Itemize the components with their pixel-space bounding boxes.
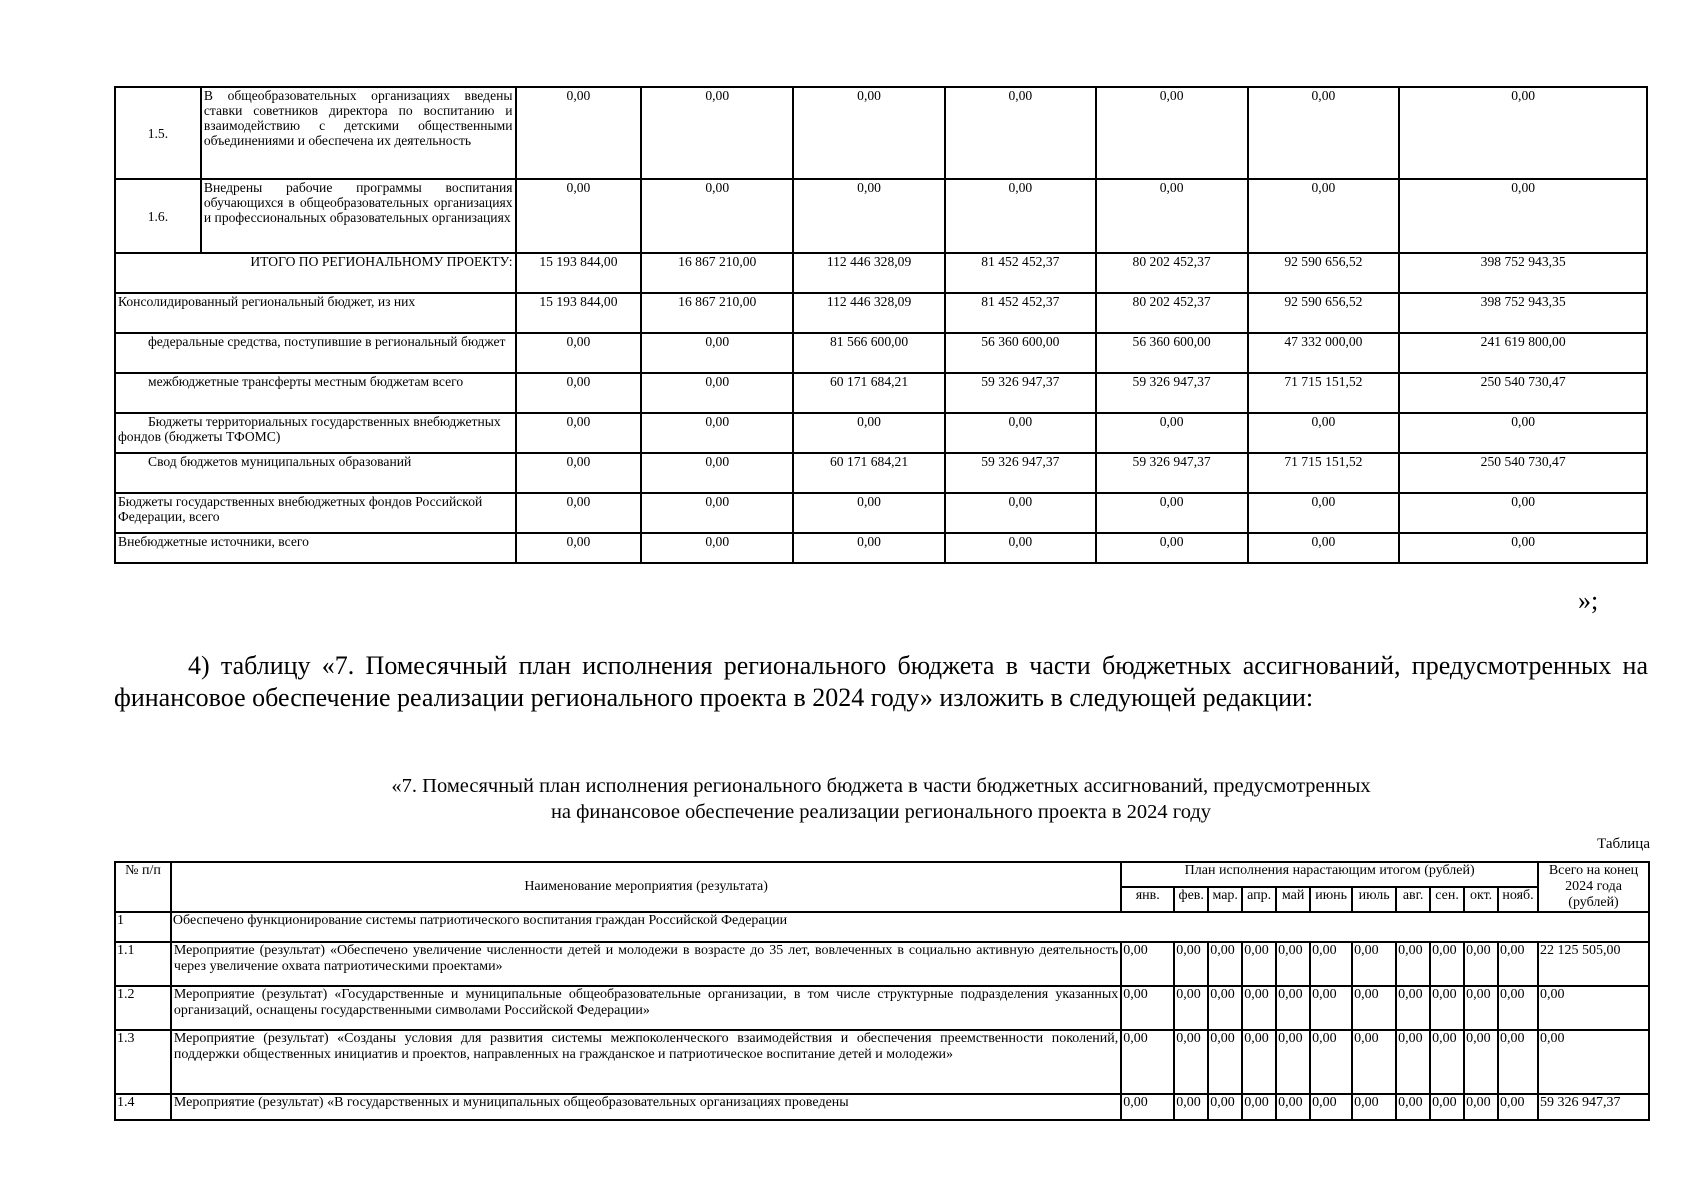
month-value: 0,00 — [1310, 942, 1352, 986]
month-value: 0,00 — [1310, 986, 1352, 1030]
month-header: нояб. — [1498, 887, 1538, 912]
value-cell: 250 540 730,47 — [1399, 453, 1647, 493]
month-value: 0,00 — [1208, 986, 1242, 1030]
value-cell: 0,00 — [945, 179, 1096, 253]
month-value: 0,00 — [1464, 986, 1498, 1030]
header-total: Всего на конец 2024 года (рублей) — [1538, 862, 1649, 912]
month-value: 0,00 — [1242, 986, 1276, 1030]
row-num: 1.1 — [115, 942, 171, 986]
month-header: сен. — [1430, 887, 1464, 912]
header-name: Наименование мероприятия (результата) — [171, 862, 1121, 912]
row-label: Бюджеты государственных внебюджетных фондов Российской Федерации, всего — [115, 493, 516, 533]
row-num: 1.4 — [115, 1094, 171, 1120]
row-num: 1.3 — [115, 1030, 171, 1094]
month-header: авг. — [1396, 887, 1430, 912]
header-num: № п/п — [115, 862, 171, 912]
month-value: 0,00 — [1464, 1094, 1498, 1120]
value-cell: 0,00 — [945, 533, 1096, 563]
value-cell: 0,00 — [793, 179, 945, 253]
month-header: май — [1276, 887, 1310, 912]
table-row — [115, 942, 1649, 986]
value-cell: 92 590 656,52 — [1248, 293, 1400, 333]
value-cell: 80 202 452,37 — [1096, 253, 1248, 293]
table-row — [115, 912, 1649, 942]
value-cell: 0,00 — [641, 453, 793, 493]
amendment-paragraph — [114, 650, 1648, 714]
monthly-plan-table — [114, 861, 1650, 1121]
row-index: 1.6. — [115, 179, 201, 253]
month-value: 0,00 — [1121, 942, 1174, 986]
table-row — [115, 1030, 1649, 1094]
table-row — [115, 986, 1649, 1030]
value-cell: 81 452 452,37 — [945, 293, 1096, 333]
month-value: 0,00 — [1498, 986, 1538, 1030]
value-cell: 0,00 — [1248, 413, 1400, 453]
month-value: 0,00 — [1464, 1030, 1498, 1094]
value-cell: 0,00 — [1096, 493, 1248, 533]
total-value: 0,00 — [1538, 986, 1649, 1030]
row-name: Внедрены рабочие программы воспитания обучающихся в общеобразовательных организациях и профессиональных образовательных организациях — [201, 179, 516, 253]
section-title-line-2: на финансовое обеспечение реализации регионального проекта в 2024 году — [550, 801, 1212, 823]
month-value: 0,00 — [1242, 1094, 1276, 1120]
value-cell: 59 326 947,37 — [1096, 453, 1248, 493]
month-value: 0,00 — [1430, 986, 1464, 1030]
value-cell: 56 360 600,00 — [1096, 333, 1248, 373]
table-row — [115, 373, 1647, 413]
value-cell: 92 590 656,52 — [1248, 253, 1400, 293]
month-value: 0,00 — [1242, 1030, 1276, 1094]
value-cell: 0,00 — [1096, 533, 1248, 563]
month-value: 0,00 — [1498, 1094, 1538, 1120]
header-plan: План исполнения нарастающим итогом (рублей) — [1121, 862, 1538, 887]
value-cell: 0,00 — [793, 413, 945, 453]
month-value: 0,00 — [1430, 942, 1464, 986]
row-name: Мероприятие (результат) «Государственные и муниципальные общеобразовательные организации, в том числе структурные подразделения указанных организаций, оснащены государственными символами Российской Федерации» — [171, 986, 1121, 1030]
value-cell: 0,00 — [516, 179, 642, 253]
section-title-line-1: «7. Помесячный план исполнения регионального бюджета в части бюджетных ассигнований, предусмотренных — [391, 775, 1371, 797]
month-header: янв. — [1121, 887, 1174, 912]
value-cell: 71 715 151,52 — [1248, 373, 1400, 413]
value-cell: 0,00 — [1399, 413, 1647, 453]
table-row — [115, 87, 1647, 179]
value-cell: 0,00 — [1248, 533, 1400, 563]
month-value: 0,00 — [1396, 942, 1430, 986]
month-header: окт. — [1464, 887, 1498, 912]
value-cell: 0,00 — [641, 413, 793, 453]
value-cell: 47 332 000,00 — [1248, 333, 1400, 373]
value-cell: 0,00 — [516, 87, 642, 179]
table-label: Таблица — [1597, 836, 1650, 852]
value-cell: 59 326 947,37 — [945, 453, 1096, 493]
value-cell: 0,00 — [641, 179, 793, 253]
value-cell: 0,00 — [516, 493, 642, 533]
month-value: 0,00 — [1174, 1094, 1208, 1120]
table-row — [115, 179, 1647, 253]
month-value: 0,00 — [1242, 942, 1276, 986]
value-cell: 60 171 684,21 — [793, 373, 945, 413]
month-header: мар. — [1208, 887, 1242, 912]
row-name: В общеобразовательных организациях введены ставки советников директора по воспитанию и взаимодействию с детскими общественными объединениями и обеспечена их деятельность — [201, 87, 516, 179]
value-cell: 60 171 684,21 — [793, 453, 945, 493]
month-value: 0,00 — [1396, 1094, 1430, 1120]
row-label: Бюджеты территориальных государственных внебюджетных фондов (бюджеты ТФОМС) — [115, 413, 516, 453]
total-value: 22 125 505,00 — [1538, 942, 1649, 986]
table-body — [115, 87, 1647, 563]
month-value: 0,00 — [1121, 1094, 1174, 1120]
value-cell: 81 452 452,37 — [945, 253, 1096, 293]
value-cell: 0,00 — [1096, 413, 1248, 453]
value-cell: 71 715 151,52 — [1248, 453, 1400, 493]
value-cell: 0,00 — [793, 493, 945, 533]
row-name: Мероприятие (результат) «Созданы условия для развития системы межпоколенческого взаимодействия и обеспечения преемственности поколений, поддержки общественных инициатив и проектов, направленных на гражданское и патриотическое воспитание детей и молодежи» — [171, 1030, 1121, 1094]
value-cell: 0,00 — [945, 413, 1096, 453]
month-value: 0,00 — [1396, 1030, 1430, 1094]
value-cell: 398 752 943,35 — [1399, 253, 1647, 293]
value-cell: 241 619 800,00 — [1399, 333, 1647, 373]
month-value: 0,00 — [1430, 1094, 1464, 1120]
month-value: 0,00 — [1208, 942, 1242, 986]
month-value: 0,00 — [1208, 1094, 1242, 1120]
value-cell: 0,00 — [641, 333, 793, 373]
value-cell: 0,00 — [641, 493, 793, 533]
month-value: 0,00 — [1352, 942, 1396, 986]
value-cell: 0,00 — [516, 533, 642, 563]
table-row — [115, 533, 1647, 563]
value-cell: 0,00 — [1248, 493, 1400, 533]
row-num: 1 — [115, 912, 171, 942]
value-cell: 0,00 — [641, 533, 793, 563]
value-cell: 250 540 730,47 — [1399, 373, 1647, 413]
table-row — [115, 253, 1647, 293]
value-cell: 16 867 210,00 — [641, 253, 793, 293]
month-header: июль — [1352, 887, 1396, 912]
regional-project-finance-table — [114, 86, 1648, 564]
value-cell: 0,00 — [793, 87, 945, 179]
month-value: 0,00 — [1396, 986, 1430, 1030]
row-label: межбюджетные трансферты местным бюджетам всего — [115, 373, 516, 413]
paragraph-text: 4) таблицу «7. Помесячный план исполнения регионального бюджета в части бюджетных ассигнований, предусмотренных на финансовое обеспечение реализации регионального проекта в 2024 году» изложить в следующей редакции: — [114, 651, 1648, 712]
value-cell: 59 326 947,37 — [945, 373, 1096, 413]
table-header — [115, 862, 1649, 912]
month-value: 0,00 — [1121, 986, 1174, 1030]
value-cell: 0,00 — [1096, 87, 1248, 179]
value-cell: 0,00 — [641, 373, 793, 413]
value-cell: 59 326 947,37 — [1096, 373, 1248, 413]
value-cell: 0,00 — [793, 533, 945, 563]
row-index: 1.5. — [115, 87, 201, 179]
table-row — [115, 333, 1647, 373]
month-value: 0,00 — [1352, 1030, 1396, 1094]
row-label: Консолидированный региональный бюджет, из них — [115, 293, 516, 333]
value-cell: 0,00 — [1399, 179, 1647, 253]
month-value: 0,00 — [1498, 942, 1538, 986]
value-cell: 0,00 — [945, 87, 1096, 179]
row-label: федеральные средства, поступившие в региональный бюджет — [115, 333, 516, 373]
value-cell: 0,00 — [641, 87, 793, 179]
month-value: 0,00 — [1310, 1030, 1352, 1094]
month-value: 0,00 — [1174, 1030, 1208, 1094]
month-value: 0,00 — [1121, 1030, 1174, 1094]
row-num: 1.2 — [115, 986, 171, 1030]
value-cell: 0,00 — [1248, 179, 1400, 253]
total-value: 0,00 — [1538, 1030, 1649, 1094]
table-row — [115, 493, 1647, 533]
month-value: 0,00 — [1352, 1094, 1396, 1120]
month-value: 0,00 — [1276, 1030, 1310, 1094]
month-value: 0,00 — [1174, 942, 1208, 986]
month-value: 0,00 — [1276, 1094, 1310, 1120]
table-body — [115, 912, 1649, 1120]
row-name: Мероприятие (результат) «В государственных и муниципальных общеобразовательных организациях проведены — [171, 1094, 1121, 1120]
month-value: 0,00 — [1498, 1030, 1538, 1094]
value-cell: 80 202 452,37 — [1096, 293, 1248, 333]
closing-quote: »; — [1578, 586, 1599, 615]
value-cell: 0,00 — [1248, 87, 1400, 179]
value-cell: 16 867 210,00 — [641, 293, 793, 333]
value-cell: 56 360 600,00 — [945, 333, 1096, 373]
value-cell: 0,00 — [516, 413, 642, 453]
row-name: Обеспечено функционирование системы патриотического воспитания граждан Российской Федерации — [171, 912, 1649, 942]
month-value: 0,00 — [1174, 986, 1208, 1030]
value-cell: 0,00 — [1399, 493, 1647, 533]
row-label: ИТОГО ПО РЕГИОНАЛЬНОМУ ПРОЕКТУ: — [115, 253, 516, 293]
value-cell: 112 446 328,09 — [793, 253, 945, 293]
month-value: 0,00 — [1310, 1094, 1352, 1120]
value-cell: 398 752 943,35 — [1399, 293, 1647, 333]
row-label: Внебюджетные источники, всего — [115, 533, 516, 563]
month-value: 0,00 — [1276, 986, 1310, 1030]
value-cell: 15 193 844,00 — [516, 253, 642, 293]
month-value: 0,00 — [1276, 942, 1310, 986]
table-row — [115, 453, 1647, 493]
value-cell: 0,00 — [516, 333, 642, 373]
month-value: 0,00 — [1430, 1030, 1464, 1094]
month-header: фев. — [1174, 887, 1208, 912]
value-cell: 0,00 — [1399, 533, 1647, 563]
total-value: 59 326 947,37 — [1538, 1094, 1649, 1120]
table-row — [115, 413, 1647, 453]
value-cell: 0,00 — [516, 453, 642, 493]
table-row — [115, 1094, 1649, 1120]
month-value: 0,00 — [1464, 942, 1498, 986]
row-name: Мероприятие (результат) «Обеспечено увеличение численности детей и молодежи в возрасте до 35 лет, вовлеченных в социально активную деятельность через увеличение охвата патриотическими проектами» — [171, 942, 1121, 986]
table-row — [115, 293, 1647, 333]
value-cell: 0,00 — [1096, 179, 1248, 253]
month-value: 0,00 — [1352, 986, 1396, 1030]
month-value: 0,00 — [1208, 1030, 1242, 1094]
value-cell: 0,00 — [516, 373, 642, 413]
month-header: июнь — [1310, 887, 1352, 912]
row-label: Свод бюджетов муниципальных образований — [115, 453, 516, 493]
value-cell: 81 566 600,00 — [793, 333, 945, 373]
value-cell: 15 193 844,00 — [516, 293, 642, 333]
value-cell: 112 446 328,09 — [793, 293, 945, 333]
value-cell: 0,00 — [945, 493, 1096, 533]
section-title — [114, 773, 1648, 825]
value-cell: 0,00 — [1399, 87, 1647, 179]
month-header: апр. — [1242, 887, 1276, 912]
